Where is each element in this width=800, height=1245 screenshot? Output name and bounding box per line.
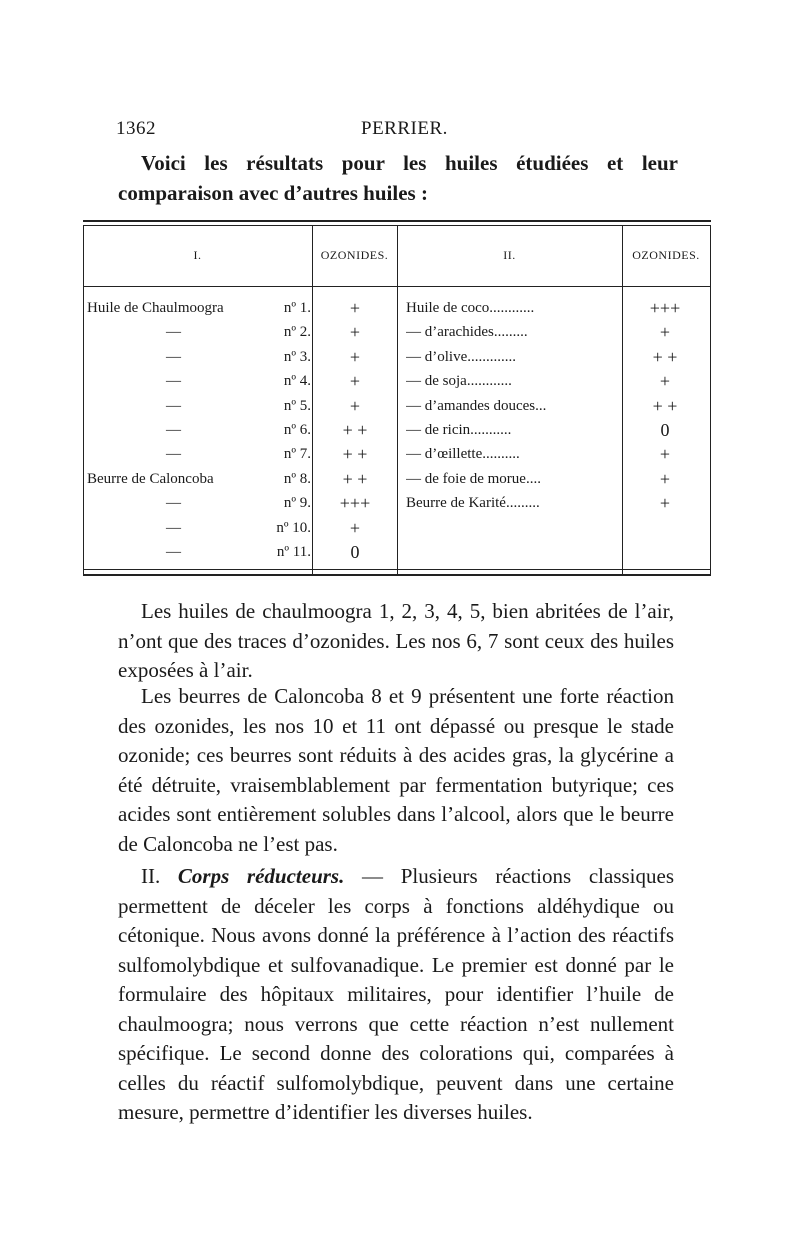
left-ozonide-value: + +: [342, 468, 368, 489]
table-row: [83, 444, 711, 468]
paragraph-3-text: [118, 862, 674, 1128]
left-sample-number: nº 6.: [283, 422, 311, 438]
ozonides-table: [83, 220, 711, 576]
table-rule-bottom: [83, 574, 711, 576]
left-ditto-dash: —: [166, 397, 181, 414]
left-ditto-dash: —: [166, 446, 181, 463]
table-row: [83, 469, 711, 493]
right-ozonide-value: +: [659, 493, 671, 514]
paragraph-3-body: — Plusieurs réactions classiques permettent de déceler les corps à fonctions aldéhydique ou cétonique. Nous avons donné la préférence à l’action des réactifs sulfomolybdique et sulfovanadique. Le premier est donné par le formulaire des hôpitaux militaires, pour identifier l’huile de chaulmoogra; nous verrons que cette réaction n’est nullement spécifique. Le second donne des colorations qui, comparées à celles du réactif sulfomolybdique, peuvent dans une certaine mesure, permettre d’identifier les diverses huiles.: [118, 864, 674, 1124]
running-title: PERRIER.: [361, 118, 448, 139]
right-ozonide-value: +: [659, 371, 671, 392]
left-sample-number: nº 9.: [283, 495, 311, 512]
left-oil-name: Beurre de Caloncoba: [87, 470, 214, 487]
left-sample-number: nº 10.: [276, 519, 311, 536]
header-col-left: I.: [193, 248, 202, 262]
right-ozonide-value: +: [659, 468, 671, 489]
paragraph-3: [118, 862, 674, 1128]
section-number: II.: [141, 864, 178, 888]
left-sample-number: nº 8.: [283, 470, 311, 487]
paragraph-2: [118, 682, 674, 859]
right-ozonide-value: 0: [660, 420, 670, 440]
section-title: Corps réducteurs.: [177, 864, 345, 888]
left-sample-number: nº 4.: [283, 373, 311, 390]
paragraph-1-text: Les huiles de chaulmoogra 1, 2, 3, 4, 5, bien abritées de l’air, n’ont que des traces d’ozonides. Les nos 6, 7 sont ceux des huiles exposées à l’air.: [118, 599, 674, 682]
left-ozonide-value: + +: [342, 420, 368, 440]
left-ozonide-value: +++: [339, 493, 371, 514]
left-sample-number: nº 5.: [283, 397, 311, 414]
left-ozonide-value: +: [349, 322, 361, 343]
table-row: [83, 542, 711, 566]
left-ozonide-value: 0: [350, 542, 360, 562]
table-row: [83, 420, 711, 444]
page-number: 1362: [116, 118, 156, 139]
right-oil-name: — d’olive.............: [406, 348, 516, 365]
right-ozonide-value: + +: [652, 346, 678, 367]
right-oil-name: — d’arachides.........: [406, 324, 528, 341]
right-oil-name: — de soja............: [406, 373, 512, 390]
table-row: [83, 298, 711, 322]
right-ozonide-value: + +: [652, 395, 678, 416]
left-sample-number: nº 3.: [283, 348, 311, 365]
left-ozonide-value: +: [349, 346, 361, 367]
header-col-right: II.: [503, 248, 516, 262]
table-row: [83, 493, 711, 517]
right-ozonide-value: +: [659, 444, 671, 465]
right-oil-name: — d’œillette..........: [406, 446, 520, 463]
left-sample-number: nº 1.: [283, 300, 311, 316]
right-oil-name: Beurre de Karité.........: [406, 495, 540, 512]
running-header: [113, 118, 673, 142]
left-ozonide-value: +: [349, 371, 361, 392]
right-oil-name: — de foie de morue....: [406, 470, 541, 487]
left-sample-number: nº 2.: [283, 324, 311, 341]
table-rule-top: [83, 220, 711, 222]
table-row: [83, 396, 711, 420]
left-ditto-dash: —: [166, 373, 181, 390]
right-oil-name: Huile de coco............: [406, 300, 535, 316]
right-oil-name: — de ricin...........: [406, 422, 512, 438]
left-ditto-dash: —: [166, 422, 181, 438]
right-ozonide-value: +++: [649, 298, 681, 318]
paragraph-1: [118, 597, 674, 686]
left-sample-number: nº 7.: [283, 446, 311, 463]
left-ozonide-value: +: [349, 517, 361, 538]
left-ozonide-value: + +: [342, 444, 368, 465]
right-ozonide-value: +: [659, 322, 671, 343]
table-row: [83, 518, 711, 542]
table-row: [83, 371, 711, 395]
intro-paragraph: [118, 148, 678, 208]
left-ditto-dash: —: [166, 544, 181, 560]
left-ditto-dash: —: [166, 519, 181, 536]
left-ozonide-value: +: [349, 395, 361, 416]
table-row: [83, 347, 711, 371]
left-ozonide-value: +: [349, 298, 361, 318]
left-ditto-dash: —: [166, 348, 181, 365]
left-oil-name: Huile de Chaulmoogra: [87, 300, 224, 316]
left-ditto-dash: —: [166, 495, 181, 512]
right-oil-name: — d’amandes douces...: [406, 397, 547, 414]
left-ditto-dash: —: [166, 324, 181, 341]
paragraph-2-text: Les beurres de Caloncoba 8 et 9 présentent une forte réaction des ozonides, les nos 10 et 11 ont dépassé ou presque le stade ozonide; ces beurres sont réduits à des acides gras, la glycérine a été détruite, vraisemblablement par fermentation butyrique; ces acides sont entièrement solubles dans l’alcool, alors que le beurre de Caloncoba ne l’est pas.: [118, 684, 674, 856]
header-ozonides-right: OZONIDES.: [632, 248, 700, 262]
table-row: [83, 322, 711, 346]
intro-text: Voici les résultats pour les huiles étudiées et leur comparaison avec d’autres huiles :: [118, 151, 678, 205]
left-sample-number: nº 11.: [276, 544, 311, 560]
header-ozonides-left: OZONIDES.: [320, 248, 389, 262]
